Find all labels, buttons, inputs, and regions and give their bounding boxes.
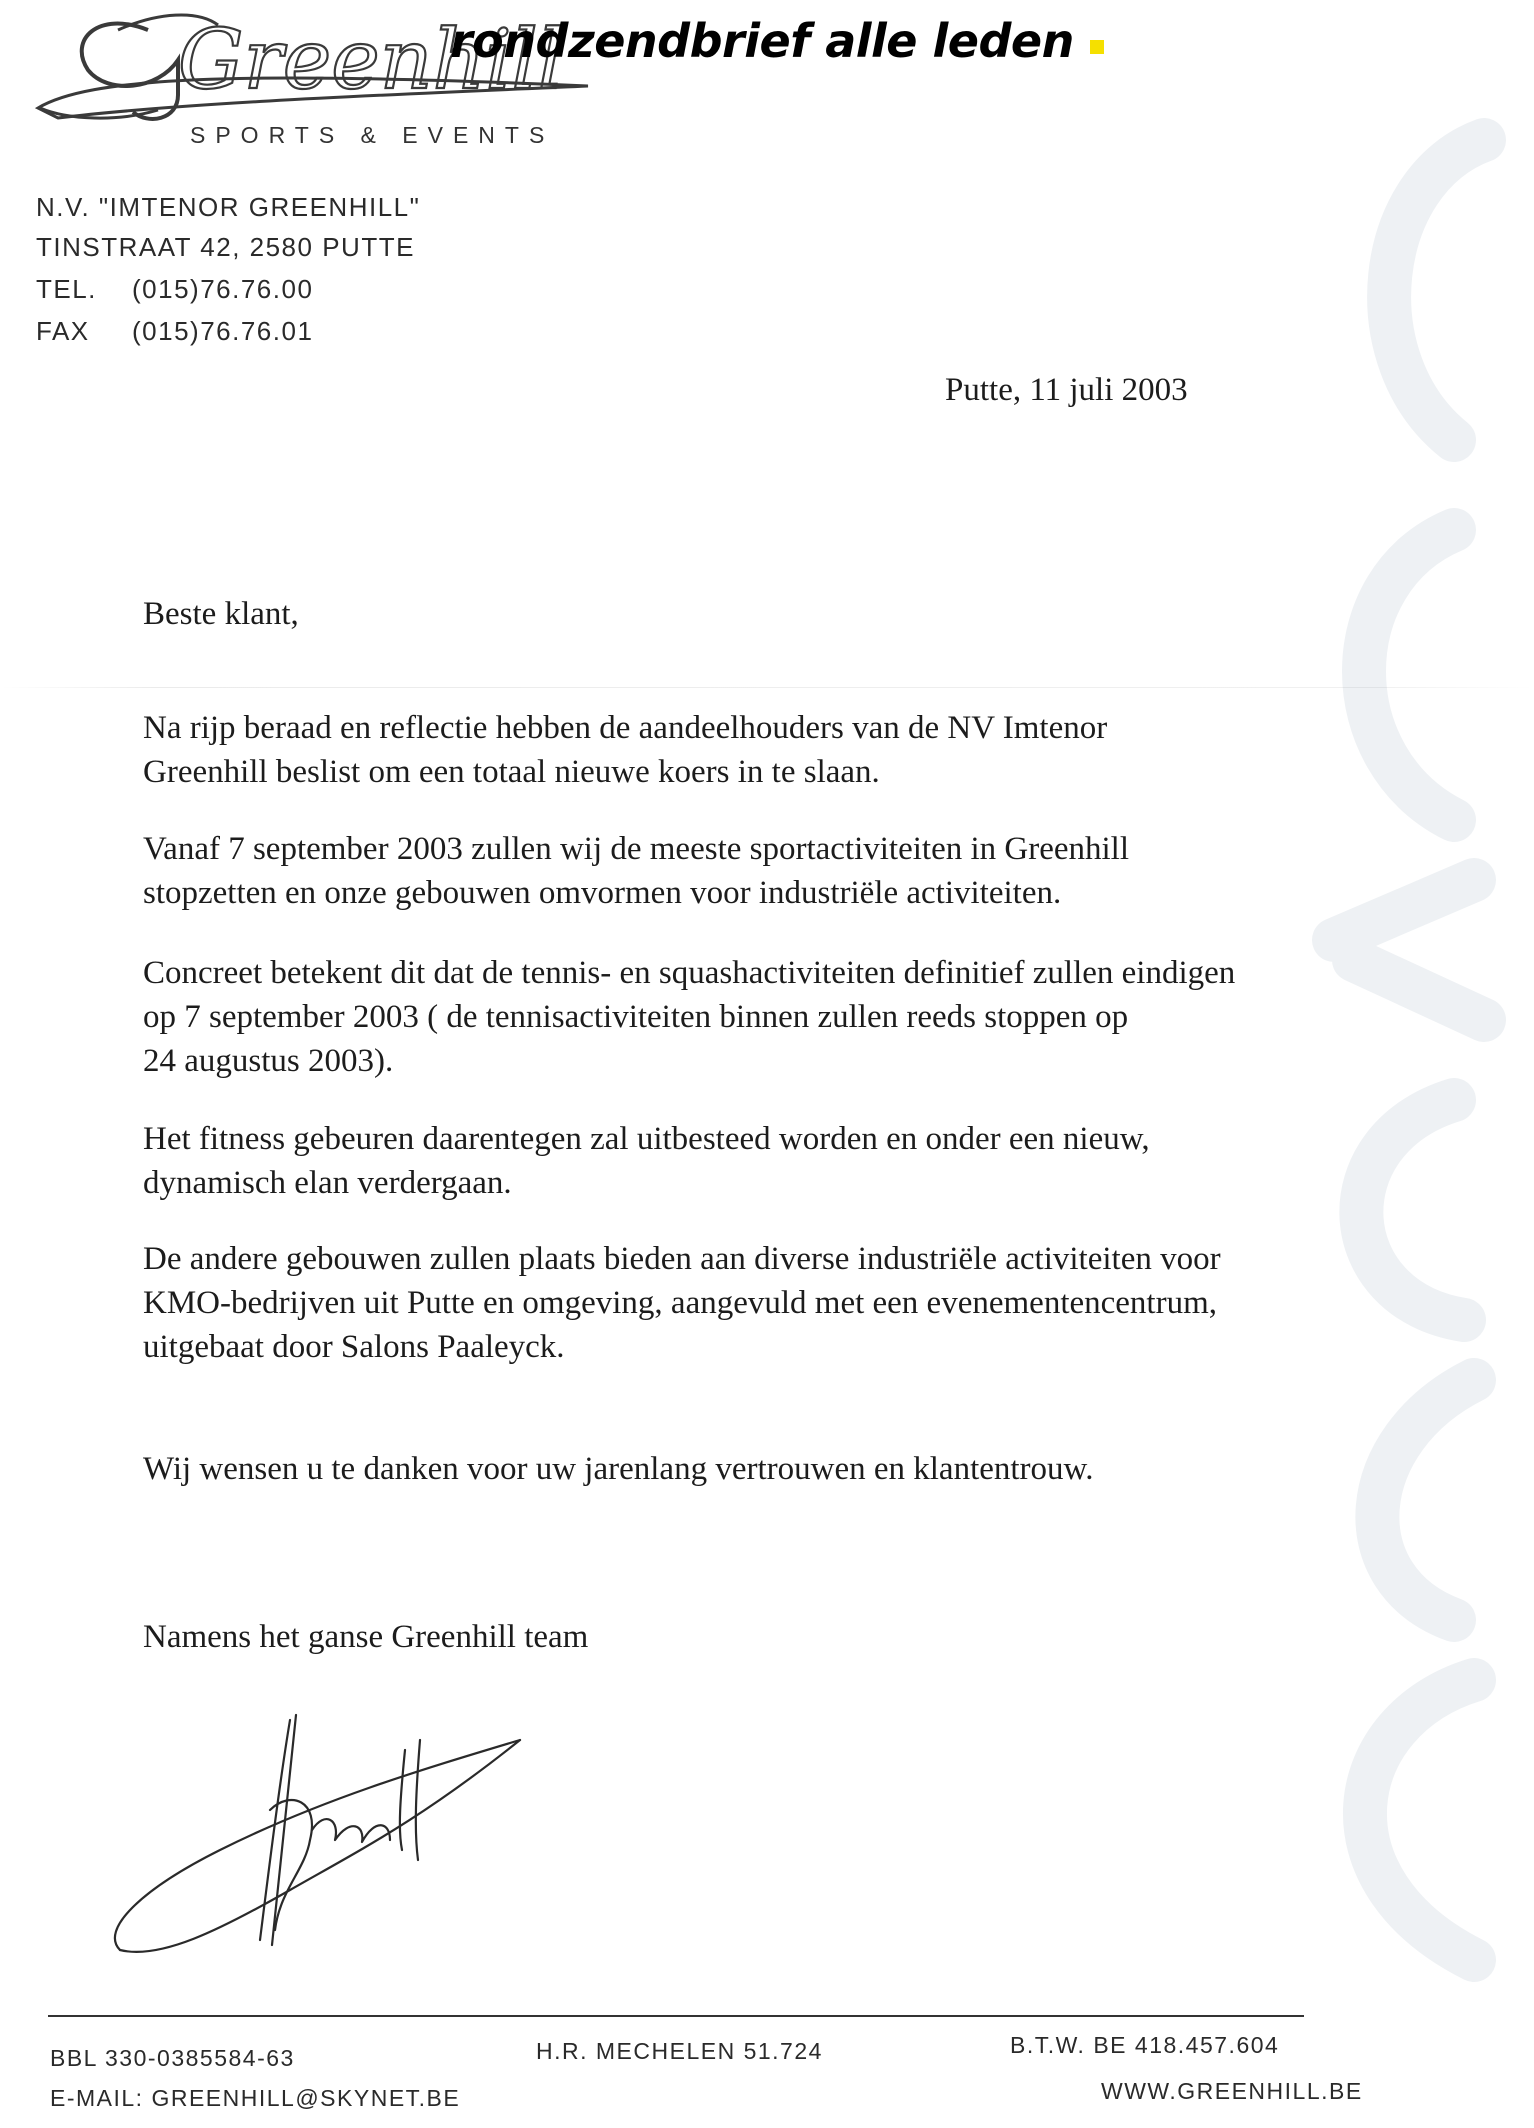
- fax-number: (015)76.76.01: [132, 316, 314, 346]
- paragraph-line: KMO-bedrijven uit Putte en omgeving, aangevuld met een evenementencentrum,: [143, 1285, 1217, 1321]
- paragraph-4: [143, 1117, 1383, 1205]
- footer-website: WWW.GREENHILL.BE: [1101, 2078, 1363, 2104]
- closing: Namens het ganse Greenhill team: [143, 1619, 589, 1655]
- tel-label: TEL.: [36, 274, 97, 304]
- company-fax: [36, 316, 313, 347]
- paragraph-line: Greenhill beslist om een totaal nieuwe koers in te slaan.: [143, 754, 880, 790]
- tel-number: (015)76.76.00: [132, 274, 314, 304]
- company-name: N.V. "IMTENOR GREENHILL": [36, 192, 421, 222]
- paragraph-2: [143, 827, 1383, 915]
- paragraph-line: De andere gebouwen zullen plaats bieden aan diverse industriële activiteiten voor: [143, 1241, 1221, 1277]
- footer-bank: BBL 330-0385584-63: [50, 2045, 295, 2071]
- scan-fold-line: [0, 687, 1534, 688]
- company-tel: [36, 274, 313, 305]
- paragraph-1: [143, 706, 1383, 794]
- paragraph-line: Het fitness gebeuren daarentegen zal uitbesteed worden en onder een nieuw,: [143, 1121, 1150, 1157]
- paragraph-line: Vanaf 7 september 2003 zullen wij de meeste sportactiviteiten in Greenhill: [143, 831, 1130, 867]
- paragraph-3: [143, 951, 1383, 1083]
- highlight-marker: [1090, 40, 1104, 54]
- footer-email: E-MAIL: GREENHILL@SKYNET.BE: [50, 2085, 461, 2111]
- paragraph-line: dynamisch elan verdergaan.: [143, 1165, 512, 1201]
- footer-vat: B.T.W. BE 418.457.604: [1010, 2032, 1280, 2058]
- circular-stamp: rondzendbrief alle leden: [450, 14, 1074, 68]
- paragraph-line: stopzetten en onze gebouwen omvormen voor industriële activiteiten.: [143, 875, 1062, 911]
- footer-rule: [48, 2015, 1304, 2017]
- paragraph-line: Wij wensen u te danken voor uw jarenlang vertrouwen en klantentrouw.: [143, 1451, 1094, 1487]
- paragraph-line: uitgebaat door Salons Paaleyck.: [143, 1329, 565, 1365]
- salutation: Beste klant,: [143, 596, 299, 632]
- footer-registry: H.R. MECHELEN 51.724: [536, 2038, 823, 2064]
- letter-date: Putte, 11 juli 2003: [945, 372, 1188, 408]
- paragraph-5: [143, 1237, 1383, 1369]
- paragraph-line: Na rijp beraad en reflectie hebben de aandeelhouders van de NV Imtenor: [143, 710, 1108, 746]
- handwritten-signature: [100, 1700, 550, 1960]
- fax-label: FAX: [36, 316, 90, 346]
- logo-subtitle: SPORTS & EVENTS: [190, 122, 555, 148]
- logo-wordmark: Greenhill: [178, 13, 565, 108]
- paragraph-6: [143, 1447, 1383, 1491]
- company-street: TINSTRAAT 42, 2580 PUTTE: [36, 232, 415, 262]
- paragraph-line: 24 augustus 2003).: [143, 1043, 394, 1079]
- paragraph-line: Concreet betekent dit dat de tennis- en squashactiviteiten definitief zullen eindigen: [143, 955, 1236, 991]
- paragraph-line: op 7 september 2003 ( de tennisactiviteiten binnen zullen reeds stoppen op: [143, 999, 1129, 1035]
